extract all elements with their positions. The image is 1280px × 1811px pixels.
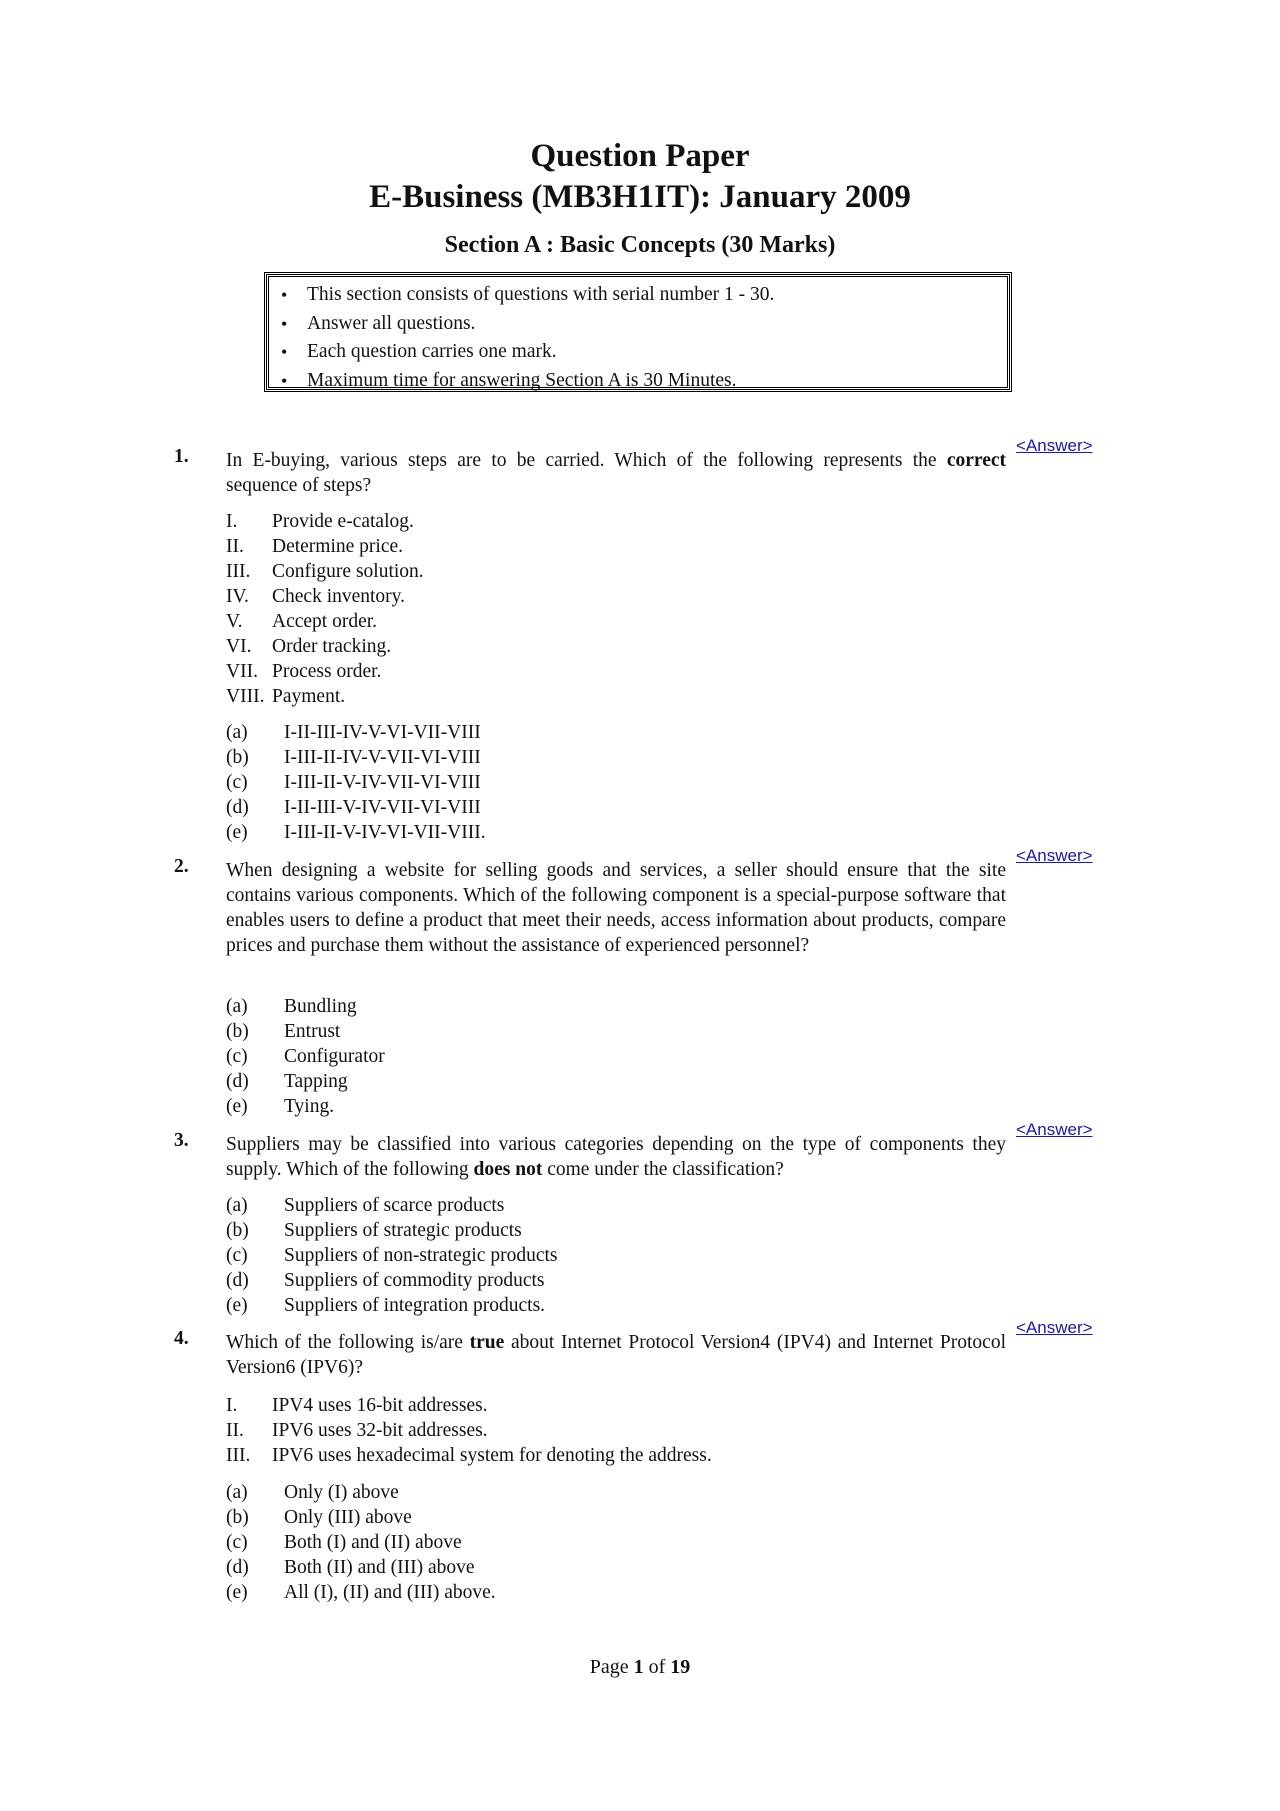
option-item: (c) Suppliers of non-strategic products (226, 1245, 558, 1266)
statement-item: VII. Process order. (226, 661, 382, 682)
instructions-box (264, 272, 1012, 392)
statement-item: I. Provide e-catalog. (226, 511, 414, 532)
option-item: (b) Suppliers of strategic products (226, 1220, 522, 1241)
option-item: (a) Bundling (226, 996, 357, 1017)
question-number: 4. (174, 1328, 189, 1349)
options-list (226, 1193, 558, 1318)
statement-item: I. IPV4 uses 16-bit addresses. (226, 1395, 488, 1416)
statement-list (226, 1393, 712, 1468)
option-item: (c) I-III-II-V-IV-VII-VI-VIII (226, 772, 481, 793)
instruction-item: • This section consists of questions with serial number 1 - 30. (267, 281, 1009, 310)
section-heading: Section A : Basic Concepts (30 Marks) (444, 232, 836, 258)
instruction-item: • Maximum time for answering Section A is 30 Minutes. (267, 367, 1009, 396)
option-item: (d) Both (II) and (III) above (226, 1557, 475, 1578)
instruction-item: • Each question carries one mark. (267, 338, 1009, 367)
option-item: (d) I-II-III-V-IV-VII-VI-VIII (226, 797, 481, 818)
page-title: Question Paper (530, 138, 750, 174)
option-item: (c) Both (I) and (II) above (226, 1532, 462, 1553)
option-item: (e) Suppliers of integration products. (226, 1295, 546, 1316)
option-item: (e) I-III-II-V-IV-VI-VII-VIII. (226, 822, 486, 843)
statement-item: VIII. Payment. (226, 686, 346, 707)
option-item: (a) Only (I) above (226, 1482, 399, 1503)
option-item: (b) Entrust (226, 1021, 341, 1042)
question-number: 3. (174, 1130, 189, 1151)
option-item: (a) Suppliers of scarce products (226, 1195, 505, 1216)
statement-item: VI. Order tracking. (226, 636, 392, 657)
answer-link[interactable]: <Answer> (1016, 846, 1093, 865)
option-item: (b) I-III-II-IV-V-VII-VI-VIII (226, 747, 481, 768)
option-item: (b) Only (III) above (226, 1507, 412, 1528)
option-item: (e) Tying. (226, 1096, 335, 1117)
statement-item: III. Configure solution. (226, 561, 424, 582)
question-number: 2. (174, 856, 189, 877)
statement-item: V. Accept order. (226, 611, 378, 632)
instruction-item: • Answer all questions. (267, 310, 1009, 339)
statement-item: II. IPV6 uses 32-bit addresses. (226, 1420, 488, 1441)
option-item: (e) All (I), (II) and (III) above. (226, 1582, 496, 1603)
option-item: (c) Configurator (226, 1046, 385, 1067)
answer-link[interactable]: <Answer> (1016, 1318, 1093, 1337)
statement-list (226, 509, 424, 709)
question-text: In E-buying, various steps are to be carried. Which of the following represents the correct sequence of steps? (226, 450, 1006, 496)
answer-link[interactable]: <Answer> (1016, 436, 1093, 455)
page-footer: Page 1 of 19 (589, 1656, 691, 1678)
option-item: (d) Suppliers of commodity products (226, 1270, 545, 1291)
options-list (226, 720, 486, 845)
question-text: When designing a website for selling goods and services, a seller should ensure that the site contains various components. Which of the following component is a special-purpose software that enables users to define a product that meet their needs, access information about products, compare prices and purchase them without the assistance of experienced personnel? (226, 860, 1006, 956)
options-list (226, 994, 385, 1119)
answer-link[interactable]: <Answer> (1016, 1120, 1093, 1139)
options-list (226, 1480, 496, 1605)
statement-item: II. Determine price. (226, 536, 404, 557)
statement-item: IV. Check inventory. (226, 586, 406, 607)
statement-item: III. IPV6 uses hexadecimal system for denoting the address. (226, 1445, 712, 1466)
option-item: (d) Tapping (226, 1071, 348, 1092)
question-number: 1. (174, 446, 189, 467)
option-item: (a) I-II-III-IV-V-VI-VII-VIII (226, 722, 481, 743)
question-text: Suppliers may be classified into various categories depending on the type of components they supply. Which of the following does not come under the classification? (226, 1134, 1006, 1180)
question-text: Which of the following is/are true about Internet Protocol Version4 (IPV4) and Internet Protocol Version6 (IPV6)? (226, 1332, 1006, 1378)
paper-subtitle: E-Business (MB3H1IT): January 2009 (369, 179, 911, 215)
